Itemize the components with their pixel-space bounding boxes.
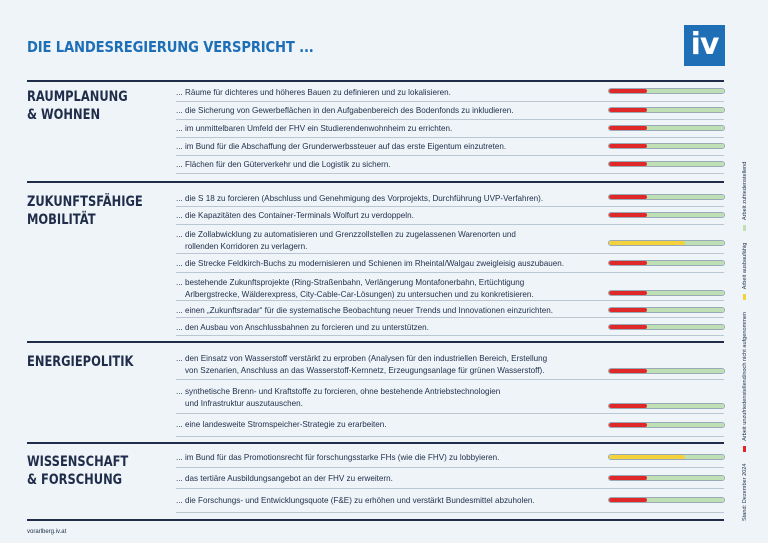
legend-swatch-green (743, 225, 746, 231)
promise-item: ... den Ausbau von Anschlussbahnen zu forcieren und zu unterstützen. (176, 323, 429, 332)
status-bar-fill-red (609, 404, 647, 408)
row-separator (176, 379, 724, 380)
status-bar-fill-red (609, 325, 647, 329)
status-bar (608, 368, 725, 374)
section-divider (27, 80, 724, 82)
row-separator (176, 512, 724, 513)
status-bar-fill-red (609, 261, 647, 265)
promise-item: ... das tertiäre Ausbildungsangebot an der FHV zu erweitern. (176, 474, 393, 483)
legend-date: Stand: Dezember 2024 (742, 463, 748, 521)
status-bar-fill-red (609, 308, 647, 312)
status-bar-fill-red (609, 126, 647, 130)
promise-item: ... die Sicherung von Gewerbeflächen in den Aufgabenbereich des Bodenfonds zu inkludieren. (176, 106, 514, 115)
status-bar-fill-red (609, 162, 647, 166)
row-separator (176, 317, 724, 318)
status-bar-fill-red (609, 476, 647, 480)
status-bar-fill-red (609, 213, 647, 217)
row-separator (176, 119, 724, 120)
promise-item: ... Räume für dichteres und höheres Bauen zu definieren und zu lokalisieren. (176, 88, 451, 97)
status-bar (608, 88, 725, 94)
status-bar (608, 422, 725, 428)
status-bar-fill-red (609, 369, 647, 373)
section-title-wissenschaft: WISSENSCHAFT & FORSCHUNG (27, 454, 129, 488)
promise-item: ... die Kapazitäten des Container-Terminals Wolfurt zu verdoppeln. (176, 211, 414, 220)
status-bar-fill-red (609, 144, 647, 148)
row-separator (176, 173, 724, 174)
status-bar (608, 240, 725, 246)
promise-item: ... im Bund für die Abschaffung der Grunderwerbssteuer auf das erste Eigentum einzutreten. (176, 142, 507, 151)
section-divider (27, 519, 724, 521)
status-bar (608, 107, 725, 113)
section-divider (27, 181, 724, 183)
status-bar-fill-red (609, 423, 647, 427)
row-separator (176, 335, 724, 336)
status-bar (608, 307, 725, 313)
row-separator (176, 300, 724, 301)
row-separator (176, 436, 724, 437)
row-separator (176, 272, 724, 273)
promise-item: ... im Bund für das Promotionsrecht für forschungsstarke FHs (wie die FHV) zu lobbyieren. (176, 453, 500, 462)
legend (742, 162, 748, 521)
status-bar-fill-yellow (609, 241, 685, 245)
legend-label-green: Arbeit zufriedenstellend (742, 161, 748, 221)
section-title-raumplanung: RAUMPLANUNG & WOHNEN (27, 89, 128, 123)
footer-url: vorarlberg.iv.at (27, 529, 67, 535)
iv-logo: iv (684, 25, 725, 66)
row-separator (176, 224, 724, 225)
status-bar (608, 324, 725, 330)
promise-item: ... im unmittelbaren Umfeld der FHV ein Studierendenwohnheim zu errichten. (176, 124, 453, 133)
status-bar (608, 161, 725, 167)
promise-item: ... den Einsatz von Wasserstoff verstärkt zu erproben (Analysen für den industriellen Bereich, Erstellung von Szenarien, Anschluss an das Wasserstoff-Kernnetz, Erzeugungsanlage für grünen Wasserstoff). (176, 354, 548, 375)
promise-item: ... Flächen für den Güterverkehr und die Logistik zu sichern. (176, 160, 391, 169)
promise-item: ... einen „Zukunftsradar“ für die systematische Beobachtung neuer Trends und Innovationen einzurichten. (176, 306, 554, 315)
section-divider (27, 442, 724, 444)
status-bar (608, 403, 725, 409)
row-separator (176, 137, 724, 138)
legend-label-yellow: Arbeit ausbaufähig (742, 242, 748, 290)
promise-item: ... die Forschungs- und Entwicklungsquote (F&E) zu erhöhen und verstärkt Bundesmittel abzuholen. (176, 496, 535, 505)
status-bar-fill-red (609, 291, 647, 295)
status-bar (608, 454, 725, 460)
row-separator (176, 413, 724, 414)
status-bar (608, 475, 725, 481)
status-bar (608, 260, 725, 266)
status-bar (608, 125, 725, 131)
status-bar-fill-red (609, 89, 647, 93)
promise-item: ... synthetische Brenn- und Kraftstoffe zu forcieren, ohne bestehende Antriebstechnologien und Infrastruktur auszutauschen. (176, 387, 501, 408)
page-title: DIE LANDESREGIERUNG VERSPRICHT ... (27, 38, 314, 56)
status-bar-fill-yellow (609, 455, 685, 459)
promise-item: ... die S 18 zu forcieren (Abschluss und Genehmigung des Vorprojekts, Durchführung UVP-Verfahren). (176, 194, 544, 203)
row-separator (176, 253, 724, 254)
row-separator (176, 155, 724, 156)
section-divider (27, 341, 724, 343)
legend-swatch-red (743, 446, 746, 452)
promise-item: ... die Zollabwicklung zu automatisieren und Grenzzollstellen zu zugelassenen Warenorten und rollenden Korridoren zu verlagern. (176, 230, 516, 251)
row-separator (176, 467, 724, 468)
row-separator (176, 488, 724, 489)
status-bar (608, 143, 725, 149)
promise-item: ... eine landesweite Stromspeicher-Strategie zu erarbeiten. (176, 420, 387, 429)
status-bar-fill-red (609, 108, 647, 112)
legend-swatch-yellow (743, 294, 746, 300)
section-title-energiepolitik: ENERGIEPOLITIK (27, 354, 134, 370)
status-bar (608, 497, 725, 503)
promise-item: ... bestehende Zukunftsprojekte (Ring-Straßenbahn, Verlängerung Montafonerbahn, Ertüchtigung Arlbergstrecke, Wälderexpress, City-Cable-Car-Lösungen) zu untersuchen und zu konkretisieren. (176, 278, 534, 299)
status-bar (608, 290, 725, 296)
section-title-mobilitaet: ZUKUNFTSFÄHIGE MOBILITÄT (27, 194, 143, 228)
status-bar (608, 194, 725, 200)
legend-label-red: Arbeit unzufriedenstellend/noch nicht aufgenommen (742, 311, 748, 441)
status-bar-fill-red (609, 498, 647, 502)
status-bar-fill-red (609, 195, 647, 199)
promise-item: ... die Strecke Feldkirch-Buchs zu modernisieren und Schienen im Rheintal/Walgau zweigleisig auszubauen. (176, 259, 564, 268)
row-separator (176, 206, 724, 207)
status-bar (608, 212, 725, 218)
row-separator (176, 101, 724, 102)
